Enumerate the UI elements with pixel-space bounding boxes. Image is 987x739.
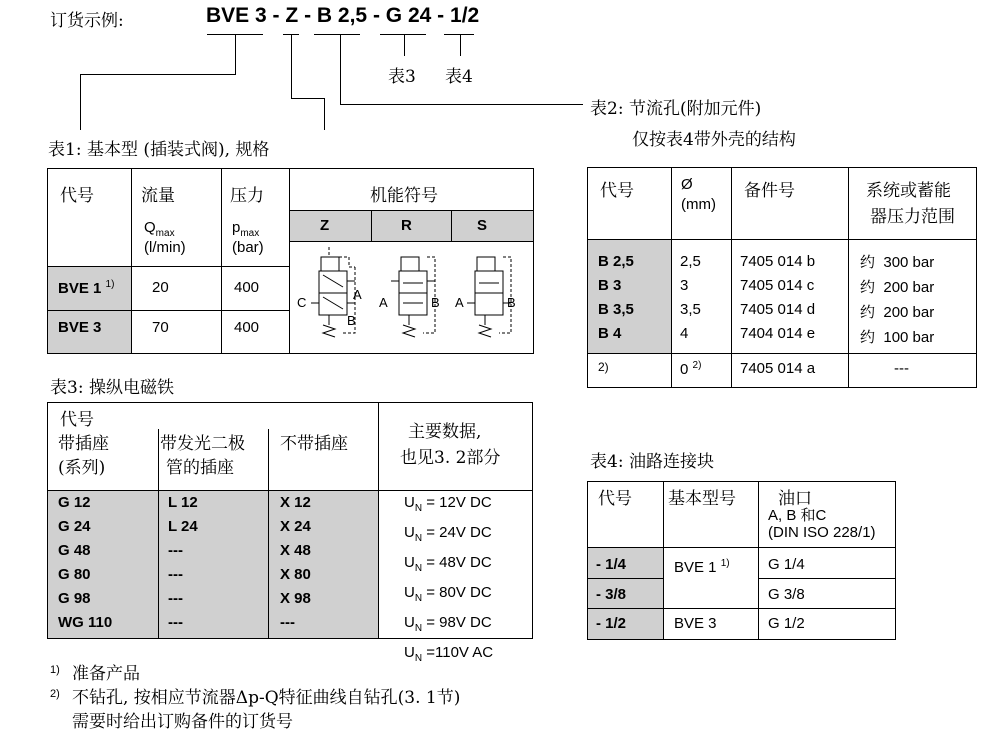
- t4-header-base: 基本型号: [668, 489, 736, 509]
- t3-header-col4-2: 也见3. 2部分: [400, 448, 501, 468]
- t1-row1-press: 400: [234, 279, 260, 296]
- t1-press-symbol: $p_{max}$: [232, 219, 260, 239]
- table2: [587, 167, 977, 388]
- t3-header-col2-1: 带发光二极: [160, 434, 245, 454]
- t3-header-col1-1: 带插座: [58, 434, 109, 454]
- footnote-3-text: 需要时给出订购备件的订货号: [72, 712, 293, 732]
- port-b-label: B: [347, 313, 356, 328]
- port-a-label-s: A: [455, 295, 464, 310]
- port-b-label-s: B: [507, 295, 516, 310]
- footnote-1-mark: 1): [50, 664, 60, 676]
- code-part-base: BVE 3: [206, 4, 267, 27]
- code-part-solenoid: G 24: [385, 4, 432, 27]
- t3-col3: X 12 X 24 X 48 X 80 X 98 ---: [280, 494, 311, 631]
- t4-header-port-2: A, B 和C: [768, 507, 827, 524]
- order-code: BVE 3 - Z - B 2,5 - G 24 - 1/2: [206, 4, 480, 27]
- footnote-2-mark: 2): [50, 688, 60, 700]
- code-part-symbol: Z: [285, 4, 299, 27]
- footnote-1-text: 准备产品: [72, 664, 140, 684]
- table4-title: 表4: 油路连接块: [590, 452, 714, 472]
- t2-codes: B 2,5 B 3 B 3,5 B 4: [598, 253, 634, 342]
- t2-last-dia: 0 $^{2)}$: [680, 360, 702, 378]
- t2-last-part: 7405 014 a: [740, 360, 816, 377]
- valve-symbols-drawing: [293, 247, 529, 351]
- t3-header-col4-1: 主要数据,: [408, 422, 482, 442]
- t3-header-col3: 不带插座: [280, 434, 348, 454]
- t1-symbol-s: S: [477, 217, 488, 234]
- t4-header-port: 油口: [778, 489, 812, 509]
- t4-base-2: BVE 3: [674, 615, 717, 632]
- t4-header-port-3: (DIN ISO 228/1): [768, 524, 876, 541]
- t4-code-2: - 3/8: [596, 586, 627, 603]
- port-c-label: C: [297, 295, 307, 310]
- t3-col2: L 12 L 24 --- --- --- ---: [168, 494, 198, 631]
- t2-header-code: 代号: [600, 181, 634, 201]
- t1-row1-flow: 20: [152, 279, 169, 296]
- t4-code-3: - 1/2: [596, 615, 627, 632]
- t4-code-1: - 1/4: [596, 556, 627, 573]
- port-a-label: A: [353, 287, 362, 302]
- t2-header-dia: Ø: [681, 176, 693, 193]
- t2-ranges: 约 300 bar 约 200 bar 约 200 bar 约 100 bar: [860, 253, 935, 346]
- t4-port-1: G 1/4: [768, 556, 805, 573]
- t3-voltages: $U_N = 12V$ DC $U_N = 24V$ DC $U_N = 48V$ DC $U_N = 80V$ DC $U_N = 98V$ DC $U_N =110V$ AC: [404, 494, 494, 664]
- t1-row1-code: BVE 1 $^{1)}$: [58, 279, 115, 297]
- t2-dias: 2,5 3 3,5 4: [680, 253, 701, 342]
- t1-row2-press: 400: [234, 319, 260, 336]
- t1-row2-flow: 70: [152, 319, 169, 336]
- table2-title: 表2: 节流孔(附加元件): [590, 99, 762, 119]
- t1-row2-code: BVE 3: [58, 319, 102, 336]
- code-part-block: 1/2: [450, 4, 480, 27]
- t4-header-code: 代号: [598, 489, 632, 509]
- port-b-label-r: B: [431, 295, 440, 310]
- callout-table3: 表3: [388, 67, 416, 87]
- t4-port-3: G 1/2: [768, 615, 805, 632]
- port-a-label-r: A: [379, 295, 388, 310]
- t2-header-part: 备件号: [744, 181, 795, 201]
- t2-parts: 7405 014 b 7405 014 c 7405 014 d 7404 014 e: [740, 253, 816, 342]
- t3-header-col2-2: 管的插座: [166, 458, 234, 478]
- t3-col1: G 12 G 24 G 48 G 80 G 98 WG 110: [58, 494, 113, 631]
- table3: [47, 402, 533, 664]
- table4: [587, 481, 896, 640]
- t4-base-1: BVE 1 $^{1)}$: [674, 558, 730, 576]
- t1-flow-unit: (l/min): [144, 239, 186, 256]
- t1-header-code: 代号: [60, 186, 94, 206]
- t2-header-range-1: 系统或蓄能: [866, 181, 951, 201]
- t1-symbol-r: R: [401, 217, 412, 234]
- t1-header-symbols: 机能符号: [370, 186, 438, 206]
- t1-header-press: 压力: [230, 186, 264, 206]
- code-part-throttle: B 2,5: [316, 4, 368, 27]
- table1: [47, 168, 534, 354]
- t3-header-col1-2: (系列): [58, 458, 106, 478]
- t2-header-dia-unit: (mm): [681, 196, 716, 213]
- t1-flow-symbol: $Q_{max}$: [144, 219, 175, 239]
- callout-table4: 表4: [445, 67, 473, 87]
- t3-header-code: 代号: [60, 410, 94, 430]
- t1-press-unit: (bar): [232, 239, 264, 256]
- table1-title: 表1: 基本型 (插装式阀), 规格: [48, 140, 270, 160]
- t1-header-flow: 流量: [141, 186, 175, 206]
- table3-title: 表3: 操纵电磁铁: [50, 378, 174, 398]
- t2-last-range: ---: [894, 360, 909, 377]
- t1-symbol-z: Z: [320, 217, 330, 234]
- table2-subtitle: 仅按表4带外壳的结构: [632, 130, 796, 150]
- t2-last-code: 2): [598, 360, 609, 374]
- t2-header-range-2: 器压力范围: [870, 207, 955, 227]
- t4-port-2: G 3/8: [768, 586, 805, 603]
- order-example-label: 订货示例:: [50, 11, 124, 31]
- footnote-2-text: 不钻孔, 按相应节流器Δp-Q特征曲线自钻孔(3. 1节): [72, 688, 461, 708]
